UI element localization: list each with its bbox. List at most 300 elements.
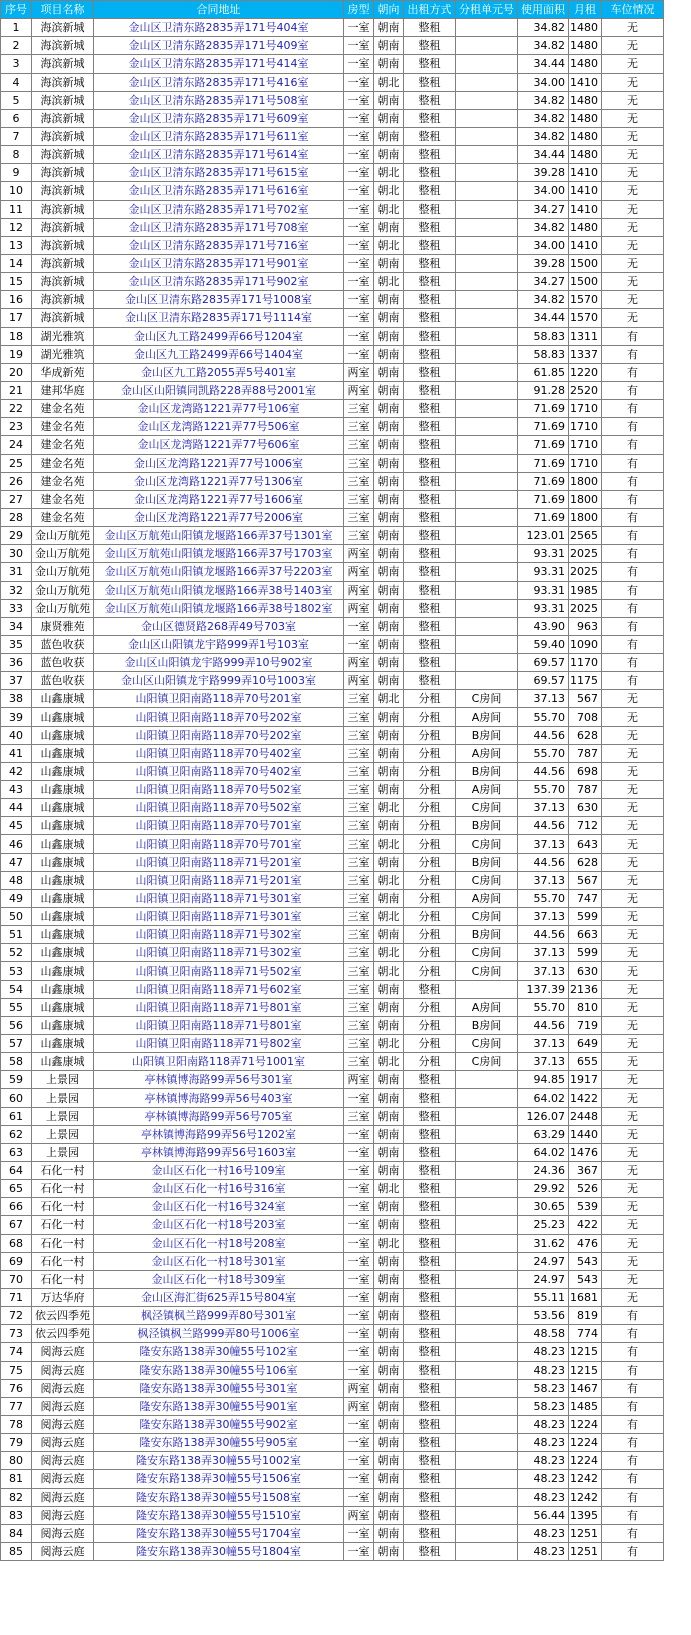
cell-project-name: 石化一村: [32, 1198, 94, 1216]
cell-contract-address: 亭林镇博海路99弄56号403室: [94, 1089, 344, 1107]
cell-usable-area: 34.00: [518, 236, 569, 254]
cell-usable-area: 48.58: [518, 1325, 569, 1343]
cell-room-type: 三室: [344, 926, 374, 944]
cell-room-type: 三室: [344, 400, 374, 418]
cell-monthly-rent: 1800: [569, 490, 602, 508]
cell-project-name: 山鑫康城: [32, 690, 94, 708]
cell-parking: 有: [602, 617, 664, 635]
cell-rental-mode: 分租: [404, 690, 456, 708]
cell-monthly-rent: 1710: [569, 418, 602, 436]
cell-parking: 无: [602, 744, 664, 762]
cell-parking: 无: [602, 871, 664, 889]
cell-index: 32: [1, 581, 32, 599]
cell-room-type: 一室: [344, 273, 374, 291]
cell-project-name: 山鑫康城: [32, 762, 94, 780]
cell-usable-area: 69.57: [518, 672, 569, 690]
cell-index: 47: [1, 853, 32, 871]
cell-orientation: 朝北: [374, 73, 404, 91]
cell-index: 65: [1, 1180, 32, 1198]
cell-parking: 无: [602, 690, 664, 708]
cell-rental-mode: 分租: [404, 781, 456, 799]
cell-index: 20: [1, 363, 32, 381]
cell-index: 61: [1, 1107, 32, 1125]
cell-contract-address: 山阳镇卫阳南路118弄71号301室: [94, 908, 344, 926]
cell-index: 59: [1, 1071, 32, 1089]
cell-usable-area: 43.90: [518, 617, 569, 635]
cell-usable-area: 39.28: [518, 254, 569, 272]
cell-room-type: 一室: [344, 254, 374, 272]
cell-contract-address: 金山区卫清东路2835弄171号716室: [94, 236, 344, 254]
cell-parking: 无: [602, 799, 664, 817]
cell-room-type: 一室: [344, 1343, 374, 1361]
cell-parking: 有: [602, 581, 664, 599]
cell-contract-address: 山阳镇卫阳南路118弄71号602室: [94, 980, 344, 998]
cell-usable-area: 71.69: [518, 400, 569, 418]
cell-index: 76: [1, 1379, 32, 1397]
cell-usable-area: 71.69: [518, 472, 569, 490]
cell-orientation: 朝南: [374, 254, 404, 272]
cell-orientation: 朝南: [374, 363, 404, 381]
cell-sublet-unit: [456, 91, 518, 109]
cell-sublet-unit: [456, 182, 518, 200]
cell-project-name: 山鑫康城: [32, 835, 94, 853]
cell-orientation: 朝南: [374, 19, 404, 37]
cell-room-type: 三室: [344, 799, 374, 817]
cell-index: 69: [1, 1252, 32, 1270]
cell-orientation: 朝南: [374, 817, 404, 835]
cell-index: 19: [1, 345, 32, 363]
cell-sublet-unit: [456, 254, 518, 272]
cell-monthly-rent: 476: [569, 1234, 602, 1252]
cell-usable-area: 71.69: [518, 490, 569, 508]
cell-room-type: 一室: [344, 327, 374, 345]
cell-contract-address: 金山区石化一村18号309室: [94, 1270, 344, 1288]
cell-monthly-rent: 698: [569, 762, 602, 780]
cell-orientation: 朝南: [374, 654, 404, 672]
cell-parking: 有: [602, 454, 664, 472]
cell-room-type: 一室: [344, 1415, 374, 1433]
cell-project-name: 山鑫康城: [32, 944, 94, 962]
cell-index: 16: [1, 291, 32, 309]
cell-rental-mode: 整租: [404, 381, 456, 399]
cell-parking: 无: [602, 962, 664, 980]
cell-rental-mode: 分租: [404, 871, 456, 889]
cell-orientation: 朝南: [374, 1542, 404, 1560]
table-row: [1, 381, 664, 399]
cell-sublet-unit: [456, 164, 518, 182]
cell-room-type: 一室: [344, 1488, 374, 1506]
cell-index: 10: [1, 182, 32, 200]
cell-sublet-unit: [456, 400, 518, 418]
cell-index: 15: [1, 273, 32, 291]
cell-sublet-unit: B房间: [456, 762, 518, 780]
cell-project-name: 上景园: [32, 1107, 94, 1125]
cell-monthly-rent: 1224: [569, 1452, 602, 1470]
cell-rental-mode: 整租: [404, 581, 456, 599]
cell-contract-address: 金山区卫清东路2835弄171号414室: [94, 55, 344, 73]
cell-usable-area: 34.27: [518, 273, 569, 291]
cell-index: 8: [1, 146, 32, 164]
cell-usable-area: 30.65: [518, 1198, 569, 1216]
cell-rental-mode: 整租: [404, 1434, 456, 1452]
cell-parking: 无: [602, 19, 664, 37]
cell-parking: 有: [602, 1542, 664, 1560]
cell-project-name: 海滨新城: [32, 309, 94, 327]
cell-rental-mode: 整租: [404, 291, 456, 309]
cell-orientation: 朝北: [374, 1180, 404, 1198]
cell-project-name: 阅海云庭: [32, 1397, 94, 1415]
cell-index: 51: [1, 926, 32, 944]
cell-usable-area: 58.83: [518, 345, 569, 363]
cell-parking: 无: [602, 1288, 664, 1306]
cell-room-type: 一室: [344, 218, 374, 236]
cell-monthly-rent: 719: [569, 1016, 602, 1034]
cell-contract-address: 金山区卫清东路2835弄171号702室: [94, 200, 344, 218]
cell-monthly-rent: 1311: [569, 327, 602, 345]
cell-rental-mode: 整租: [404, 1270, 456, 1288]
cell-contract-address: 山阳镇卫阳南路118弄71号302室: [94, 926, 344, 944]
cell-rental-mode: 整租: [404, 309, 456, 327]
cell-parking: 有: [602, 527, 664, 545]
cell-rental-mode: 整租: [404, 418, 456, 436]
cell-project-name: 万达华府: [32, 1288, 94, 1306]
cell-sublet-unit: [456, 73, 518, 91]
cell-parking: 有: [602, 490, 664, 508]
table-row: [1, 37, 664, 55]
table-row: [1, 962, 664, 980]
header-project-name: 项目名称: [32, 1, 94, 19]
cell-index: 41: [1, 744, 32, 762]
cell-monthly-rent: 526: [569, 1180, 602, 1198]
cell-monthly-rent: 1467: [569, 1379, 602, 1397]
cell-project-name: 石化一村: [32, 1252, 94, 1270]
cell-project-name: 石化一村: [32, 1270, 94, 1288]
cell-room-type: 三室: [344, 871, 374, 889]
cell-usable-area: 69.57: [518, 654, 569, 672]
cell-parking: 有: [602, 1397, 664, 1415]
cell-rental-mode: 整租: [404, 1143, 456, 1161]
header-parking: 车位情况: [602, 1, 664, 19]
cell-sublet-unit: [456, 1397, 518, 1415]
cell-usable-area: 34.00: [518, 73, 569, 91]
table-row: [1, 200, 664, 218]
cell-sublet-unit: [456, 200, 518, 218]
cell-orientation: 朝南: [374, 980, 404, 998]
cell-monthly-rent: 655: [569, 1053, 602, 1071]
cell-parking: 有: [602, 1325, 664, 1343]
cell-orientation: 朝南: [374, 309, 404, 327]
cell-project-name: 海滨新城: [32, 236, 94, 254]
cell-sublet-unit: B房间: [456, 853, 518, 871]
cell-usable-area: 37.13: [518, 944, 569, 962]
table-row: [1, 327, 664, 345]
cell-sublet-unit: [456, 309, 518, 327]
cell-parking: 无: [602, 218, 664, 236]
cell-contract-address: 枫泾镇枫兰路999弄80号301室: [94, 1307, 344, 1325]
cell-monthly-rent: 1480: [569, 19, 602, 37]
cell-sublet-unit: [456, 1415, 518, 1433]
cell-project-name: 海滨新城: [32, 55, 94, 73]
cell-index: 50: [1, 908, 32, 926]
cell-contract-address: 金山区万航苑山阳镇龙堰路166弄37号1703室: [94, 545, 344, 563]
cell-room-type: 两室: [344, 563, 374, 581]
cell-contract-address: 金山区万航苑山阳镇龙堰路166弄37号1301室: [94, 527, 344, 545]
table-row: [1, 236, 664, 254]
cell-project-name: 山鑫康城: [32, 962, 94, 980]
cell-contract-address: 金山区卫清东路2835弄171号901室: [94, 254, 344, 272]
cell-sublet-unit: C房间: [456, 871, 518, 889]
cell-monthly-rent: 1710: [569, 454, 602, 472]
cell-index: 14: [1, 254, 32, 272]
cell-room-type: 一室: [344, 127, 374, 145]
cell-monthly-rent: 1410: [569, 182, 602, 200]
cell-monthly-rent: 567: [569, 871, 602, 889]
table-row: [1, 944, 664, 962]
cell-parking: 有: [602, 599, 664, 617]
cell-project-name: 山鑫康城: [32, 1035, 94, 1053]
cell-sublet-unit: C房间: [456, 1035, 518, 1053]
cell-monthly-rent: 1480: [569, 91, 602, 109]
cell-rental-mode: 整租: [404, 1415, 456, 1433]
cell-monthly-rent: 567: [569, 690, 602, 708]
cell-monthly-rent: 630: [569, 962, 602, 980]
cell-usable-area: 24.97: [518, 1270, 569, 1288]
cell-contract-address: 山阳镇卫阳南路118弄71号201室: [94, 853, 344, 871]
cell-monthly-rent: 543: [569, 1252, 602, 1270]
cell-contract-address: 金山区万航苑山阳镇龙堰路166弄37号2203室: [94, 563, 344, 581]
table-row: [1, 1470, 664, 1488]
table-row: [1, 400, 664, 418]
cell-index: 58: [1, 1053, 32, 1071]
cell-rental-mode: 整租: [404, 1325, 456, 1343]
cell-parking: 有: [602, 418, 664, 436]
cell-orientation: 朝南: [374, 472, 404, 490]
cell-usable-area: 37.13: [518, 871, 569, 889]
cell-parking: 无: [602, 889, 664, 907]
cell-sublet-unit: [456, 1143, 518, 1161]
cell-project-name: 阅海云庭: [32, 1361, 94, 1379]
cell-sublet-unit: [456, 381, 518, 399]
cell-index: 46: [1, 835, 32, 853]
cell-project-name: 海滨新城: [32, 182, 94, 200]
cell-orientation: 朝南: [374, 291, 404, 309]
cell-sublet-unit: [456, 1180, 518, 1198]
cell-sublet-unit: [456, 1325, 518, 1343]
cell-parking: 有: [602, 545, 664, 563]
table-row: [1, 1434, 664, 1452]
cell-index: 28: [1, 508, 32, 526]
cell-index: 73: [1, 1325, 32, 1343]
cell-project-name: 上景园: [32, 1089, 94, 1107]
cell-rental-mode: 整租: [404, 55, 456, 73]
header-row: [1, 1, 664, 19]
cell-monthly-rent: 1410: [569, 200, 602, 218]
cell-monthly-rent: 2025: [569, 599, 602, 617]
cell-contract-address: 金山区龙湾路1221弄77号1606室: [94, 490, 344, 508]
cell-index: 72: [1, 1307, 32, 1325]
cell-index: 75: [1, 1361, 32, 1379]
cell-rental-mode: 分租: [404, 908, 456, 926]
table-row: [1, 1379, 664, 1397]
table-row: [1, 218, 664, 236]
cell-project-name: 海滨新城: [32, 19, 94, 37]
cell-room-type: 三室: [344, 418, 374, 436]
cell-contract-address: 山阳镇卫阳南路118弄71号802室: [94, 1035, 344, 1053]
cell-contract-address: 金山区卫清东路2835弄171号1114室: [94, 309, 344, 327]
table-row: [1, 490, 664, 508]
cell-project-name: 山鑫康城: [32, 1016, 94, 1034]
cell-index: 81: [1, 1470, 32, 1488]
cell-contract-address: 山阳镇卫阳南路118弄70号502室: [94, 781, 344, 799]
cell-usable-area: 34.82: [518, 291, 569, 309]
cell-index: 1: [1, 19, 32, 37]
cell-monthly-rent: 1800: [569, 472, 602, 490]
cell-project-name: 山鑫康城: [32, 889, 94, 907]
cell-index: 68: [1, 1234, 32, 1252]
cell-contract-address: 金山区卫清东路2835弄171号609室: [94, 109, 344, 127]
cell-usable-area: 48.23: [518, 1488, 569, 1506]
cell-monthly-rent: 643: [569, 835, 602, 853]
cell-room-type: 两室: [344, 581, 374, 599]
table-row: [1, 1288, 664, 1306]
table-row: [1, 1125, 664, 1143]
cell-sublet-unit: C房间: [456, 835, 518, 853]
cell-monthly-rent: 2565: [569, 527, 602, 545]
cell-monthly-rent: 1215: [569, 1361, 602, 1379]
cell-room-type: 三室: [344, 781, 374, 799]
cell-rental-mode: 整租: [404, 490, 456, 508]
cell-sublet-unit: [456, 545, 518, 563]
cell-room-type: 三室: [344, 817, 374, 835]
cell-monthly-rent: 422: [569, 1216, 602, 1234]
cell-sublet-unit: [456, 1107, 518, 1125]
cell-room-type: 两室: [344, 654, 374, 672]
cell-contract-address: 金山区德贤路268弄49号703室: [94, 617, 344, 635]
cell-index: 79: [1, 1434, 32, 1452]
cell-parking: 无: [602, 200, 664, 218]
cell-project-name: 阅海云庭: [32, 1470, 94, 1488]
cell-monthly-rent: 1410: [569, 164, 602, 182]
cell-orientation: 朝南: [374, 1143, 404, 1161]
cell-room-type: 三室: [344, 1053, 374, 1071]
cell-rental-mode: 整租: [404, 1071, 456, 1089]
cell-contract-address: 金山区山阳镇龙宇路999弄10号902室: [94, 654, 344, 672]
cell-orientation: 朝南: [374, 1379, 404, 1397]
cell-parking: 无: [602, 1180, 664, 1198]
cell-project-name: 建金名苑: [32, 400, 94, 418]
cell-orientation: 朝南: [374, 146, 404, 164]
cell-rental-mode: 整租: [404, 327, 456, 345]
cell-sublet-unit: [456, 363, 518, 381]
cell-project-name: 金山万航苑: [32, 599, 94, 617]
cell-index: 78: [1, 1415, 32, 1433]
cell-orientation: 朝南: [374, 1288, 404, 1306]
cell-parking: 有: [602, 400, 664, 418]
cell-orientation: 朝北: [374, 1035, 404, 1053]
cell-orientation: 朝南: [374, 127, 404, 145]
cell-room-type: 一室: [344, 1270, 374, 1288]
cell-project-name: 海滨新城: [32, 91, 94, 109]
cell-parking: 有: [602, 672, 664, 690]
cell-monthly-rent: 1410: [569, 73, 602, 91]
cell-usable-area: 44.56: [518, 1016, 569, 1034]
cell-index: 18: [1, 327, 32, 345]
cell-usable-area: 44.56: [518, 817, 569, 835]
cell-orientation: 朝南: [374, 381, 404, 399]
cell-parking: 无: [602, 908, 664, 926]
cell-project-name: 蓝色收获: [32, 635, 94, 653]
cell-usable-area: 94.85: [518, 1071, 569, 1089]
cell-monthly-rent: 649: [569, 1035, 602, 1053]
cell-orientation: 朝北: [374, 273, 404, 291]
cell-project-name: 石化一村: [32, 1216, 94, 1234]
cell-sublet-unit: C房间: [456, 962, 518, 980]
cell-monthly-rent: 787: [569, 781, 602, 799]
cell-monthly-rent: 1220: [569, 363, 602, 381]
cell-room-type: 两室: [344, 1397, 374, 1415]
cell-contract-address: 金山区龙湾路1221弄77号1306室: [94, 472, 344, 490]
cell-sublet-unit: [456, 273, 518, 291]
cell-usable-area: 93.31: [518, 563, 569, 581]
cell-parking: 无: [602, 980, 664, 998]
table-row: [1, 291, 664, 309]
cell-contract-address: 山阳镇卫阳南路118弄71号201室: [94, 871, 344, 889]
cell-project-name: 蓝色收获: [32, 672, 94, 690]
table-row: [1, 309, 664, 327]
cell-parking: 无: [602, 998, 664, 1016]
cell-room-type: 三室: [344, 508, 374, 526]
cell-rental-mode: 整租: [404, 164, 456, 182]
table-row: [1, 1415, 664, 1433]
table-row: [1, 1506, 664, 1524]
cell-usable-area: 37.13: [518, 799, 569, 817]
cell-orientation: 朝南: [374, 1071, 404, 1089]
cell-usable-area: 34.82: [518, 127, 569, 145]
cell-project-name: 阅海云庭: [32, 1542, 94, 1560]
cell-room-type: 一室: [344, 635, 374, 653]
cell-contract-address: 山阳镇卫阳南路118弄71号301室: [94, 889, 344, 907]
cell-monthly-rent: 708: [569, 708, 602, 726]
cell-project-name: 海滨新城: [32, 164, 94, 182]
cell-room-type: 一室: [344, 1252, 374, 1270]
table-row: [1, 617, 664, 635]
header-orientation: 朝向: [374, 1, 404, 19]
cell-parking: 有: [602, 1415, 664, 1433]
cell-room-type: 两室: [344, 381, 374, 399]
cell-parking: 有: [602, 1307, 664, 1325]
cell-contract-address: 金山区卫清东路2835弄171号409室: [94, 37, 344, 55]
table-row: [1, 182, 664, 200]
cell-orientation: 朝北: [374, 799, 404, 817]
cell-parking: 无: [602, 55, 664, 73]
cell-parking: 无: [602, 236, 664, 254]
cell-room-type: 两室: [344, 1071, 374, 1089]
cell-room-type: 一室: [344, 1307, 374, 1325]
cell-orientation: 朝南: [374, 490, 404, 508]
cell-orientation: 朝南: [374, 327, 404, 345]
cell-parking: 无: [602, 146, 664, 164]
cell-usable-area: 58.23: [518, 1379, 569, 1397]
cell-parking: 有: [602, 345, 664, 363]
cell-monthly-rent: 774: [569, 1325, 602, 1343]
cell-rental-mode: 整租: [404, 563, 456, 581]
cell-sublet-unit: [456, 109, 518, 127]
cell-contract-address: 金山区万航苑山阳镇龙堰路166弄38号1403室: [94, 581, 344, 599]
cell-index: 13: [1, 236, 32, 254]
cell-project-name: 阅海云庭: [32, 1524, 94, 1542]
cell-contract-address: 亭林镇博海路99弄56号301室: [94, 1071, 344, 1089]
cell-rental-mode: 整租: [404, 1397, 456, 1415]
